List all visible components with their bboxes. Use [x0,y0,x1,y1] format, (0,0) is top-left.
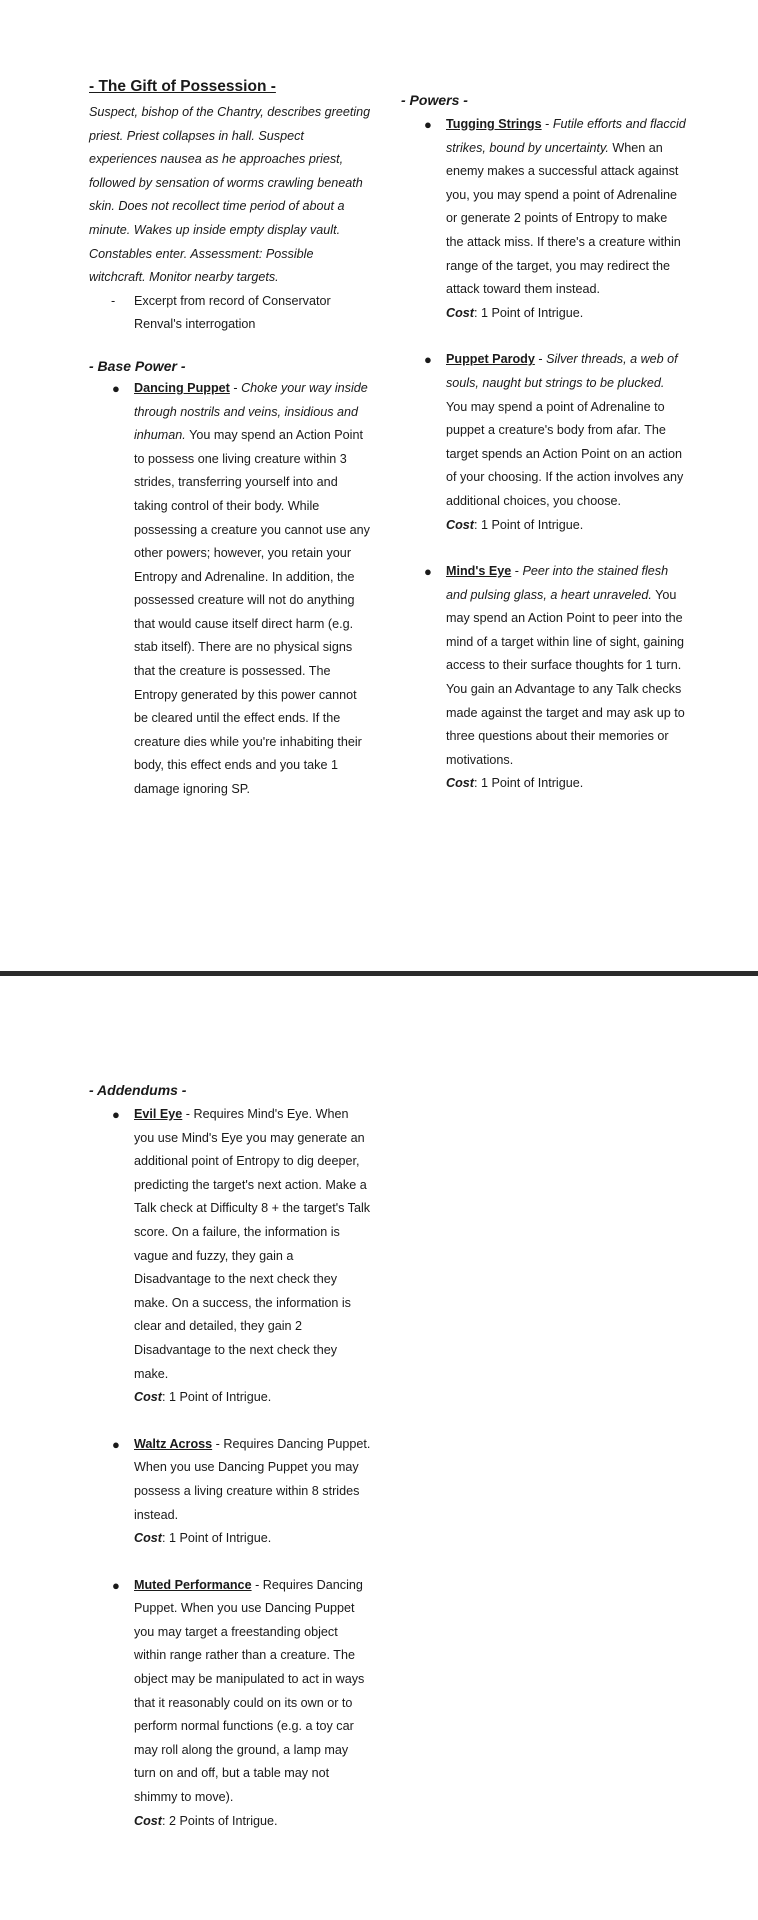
power-flavor-text: Futile efforts and flaccid strikes, bound by uncertainty. [446,117,686,155]
power-cost [446,302,686,326]
power-flavor-text: Choke your way inside through nostrils and veins, insidious and inhuman. [134,380,368,443]
addendum-name: Muted Performance [134,1577,252,1592]
left-column [89,76,371,825]
addendum-description: - Requires Dancing Puppet. When you use Dancing Puppet you may possess a living creature within 8 strides instead. [134,1436,371,1522]
base-power-list [89,377,371,802]
bullet-icon: ● [112,380,120,396]
cost-value: : 1 Point of Intrigue. [474,305,584,320]
interrogation-quote: Suspect, bishop of the Chantry, describes greeting priest. Priest collapses in hall. Suspect experiences nausea as he approaches priest, followed by sensation of worms crawling beneath skin. Does not recollect time period of about a minute. Wakes up inside empty display vault. Constables enter. Assessment: Possible witchcraft. Monitor nearby targets. [89,105,371,285]
power-item-minds-eye [401,560,686,796]
base-power-heading: - Base Power - [89,357,186,374]
attribution-text: Excerpt from record of Conservator Renval's interrogation [134,293,331,332]
power-item-dancing-puppet [89,377,371,802]
cost-value: : 1 Point of Intrigue. [162,1390,272,1405]
cost-label: Cost [446,517,474,532]
power-separator: - [541,117,553,131]
power-description: You may spend a point of Adrenaline to puppet a creature's body from afar. The target spends an Action Point on an action of your choosing. If the action involves any additional choices, you choose. [446,399,684,508]
quote-attribution [89,290,371,337]
cost-value: : 1 Point of Intrigue. [162,1531,272,1546]
addendums-list [89,1103,371,1833]
cost-label: Cost [446,776,474,791]
document-title: - The Gift of Possession - [89,78,276,95]
power-item-puppet-parody [401,348,686,537]
power-cost [446,772,686,796]
power-name: Dancing Puppet [134,380,230,395]
bullet-icon: ● [424,117,432,132]
addendum-item-muted-performance [89,1574,371,1834]
power-description: You may spend an Action Point to possess one living creature within 3 strides, transferring yourself into and taking control of their body. While possessing a creature you cannot use any other powers; however, you retain your Entropy and Adrenaline. In addition, the possessed creature will not do anything that would cause itself direct harm (e.g. stab itself). There are no physical signs that the creature is possessed. The Entropy generated by this power cannot be cleared until the effect ends. If the creature dies while you're inhabiting their body, this effect ends and you take 1 damage ignoring SP. [134,428,370,797]
addendum-cost [134,1386,371,1410]
cost-label: Cost [134,1531,162,1546]
page-divider [0,971,758,976]
power-cost [446,514,686,538]
power-description: When an enemy makes a successful attack against you, you may spend a point of Adrenaline or generate 2 points of Entropy to make the attack miss. If there's a creature within range of the target, you may redirect the attack toward them instead. [446,140,681,297]
addendums-column [89,1079,371,1856]
bullet-icon: ● [112,1436,120,1452]
cost-label: Cost [134,1390,162,1405]
power-item-tugging-strings [401,113,686,325]
cost-value: : 2 Points of Intrigue. [162,1813,278,1828]
addendum-name: Evil Eye [134,1107,183,1121]
power-separator: - [511,564,523,579]
addendum-cost [134,1810,371,1834]
powers-heading: - Powers - [401,92,468,108]
power-flavor-text: Peer into the stained flesh and pulsing glass, a heart unraveled. [446,564,669,602]
power-name: Mind's Eye [446,564,512,579]
addendum-description: - Requires Dancing Puppet. When you use Dancing Puppet you may target a freestanding object within range rather than a creature. The object may be manipulated to act in ways that it reasonably could on its own or to perform normal functions (e.g. a toy car may roll along the ground, a lamp may turn on and off, but a table may not shimmy to move). [134,1577,365,1805]
cost-label: Cost [134,1813,162,1828]
addendum-name: Waltz Across [134,1436,213,1451]
right-column [401,89,686,819]
cost-value: : 1 Point of Intrigue. [474,776,584,791]
power-description: You may spend an Action Point to peer into the mind of a target within line of sight, gaining access to their surface thoughts for 1 turn. You gain an Advantage to any Talk checks made against the target and may ask up to three questions about their memories or motivations. [446,587,685,767]
document-page-2 [0,980,758,1920]
power-name: Tugging Strings [446,117,542,131]
powers-list [401,113,686,796]
power-name: Puppet Parody [446,352,535,367]
bullet-icon: ● [112,1577,120,1593]
addendum-item-waltz-across [89,1433,371,1551]
addendum-cost [134,1527,371,1551]
power-flavor-text: Silver threads, a web of souls, naught but strings to be plucked. [446,352,678,390]
cost-label: Cost [446,305,474,320]
addendum-description: - Requires Mind's Eye. When you use Mind's Eye you may generate an additional point of Entropy to dig deeper, predicting the target's next action. Make a Talk check at Difficulty 8 + the target's Talk score. On a failure, the information is vague and fuzzy, they gain a Disadvantage to the next check they make. On a success, the information is clear and detailed, they gain 2 Disadvantage to the next check they make. [134,1107,371,1381]
attribution-dash: - [111,293,116,308]
bullet-icon: ● [424,564,432,580]
bullet-icon: ● [424,352,432,368]
power-separator: - [229,380,242,395]
power-separator: - [534,352,547,367]
cost-value: : 1 Point of Intrigue. [474,517,584,532]
addendums-heading: - Addendums - [89,1082,187,1098]
bullet-icon: ● [112,1107,120,1122]
addendum-item-evil-eye [89,1103,371,1410]
